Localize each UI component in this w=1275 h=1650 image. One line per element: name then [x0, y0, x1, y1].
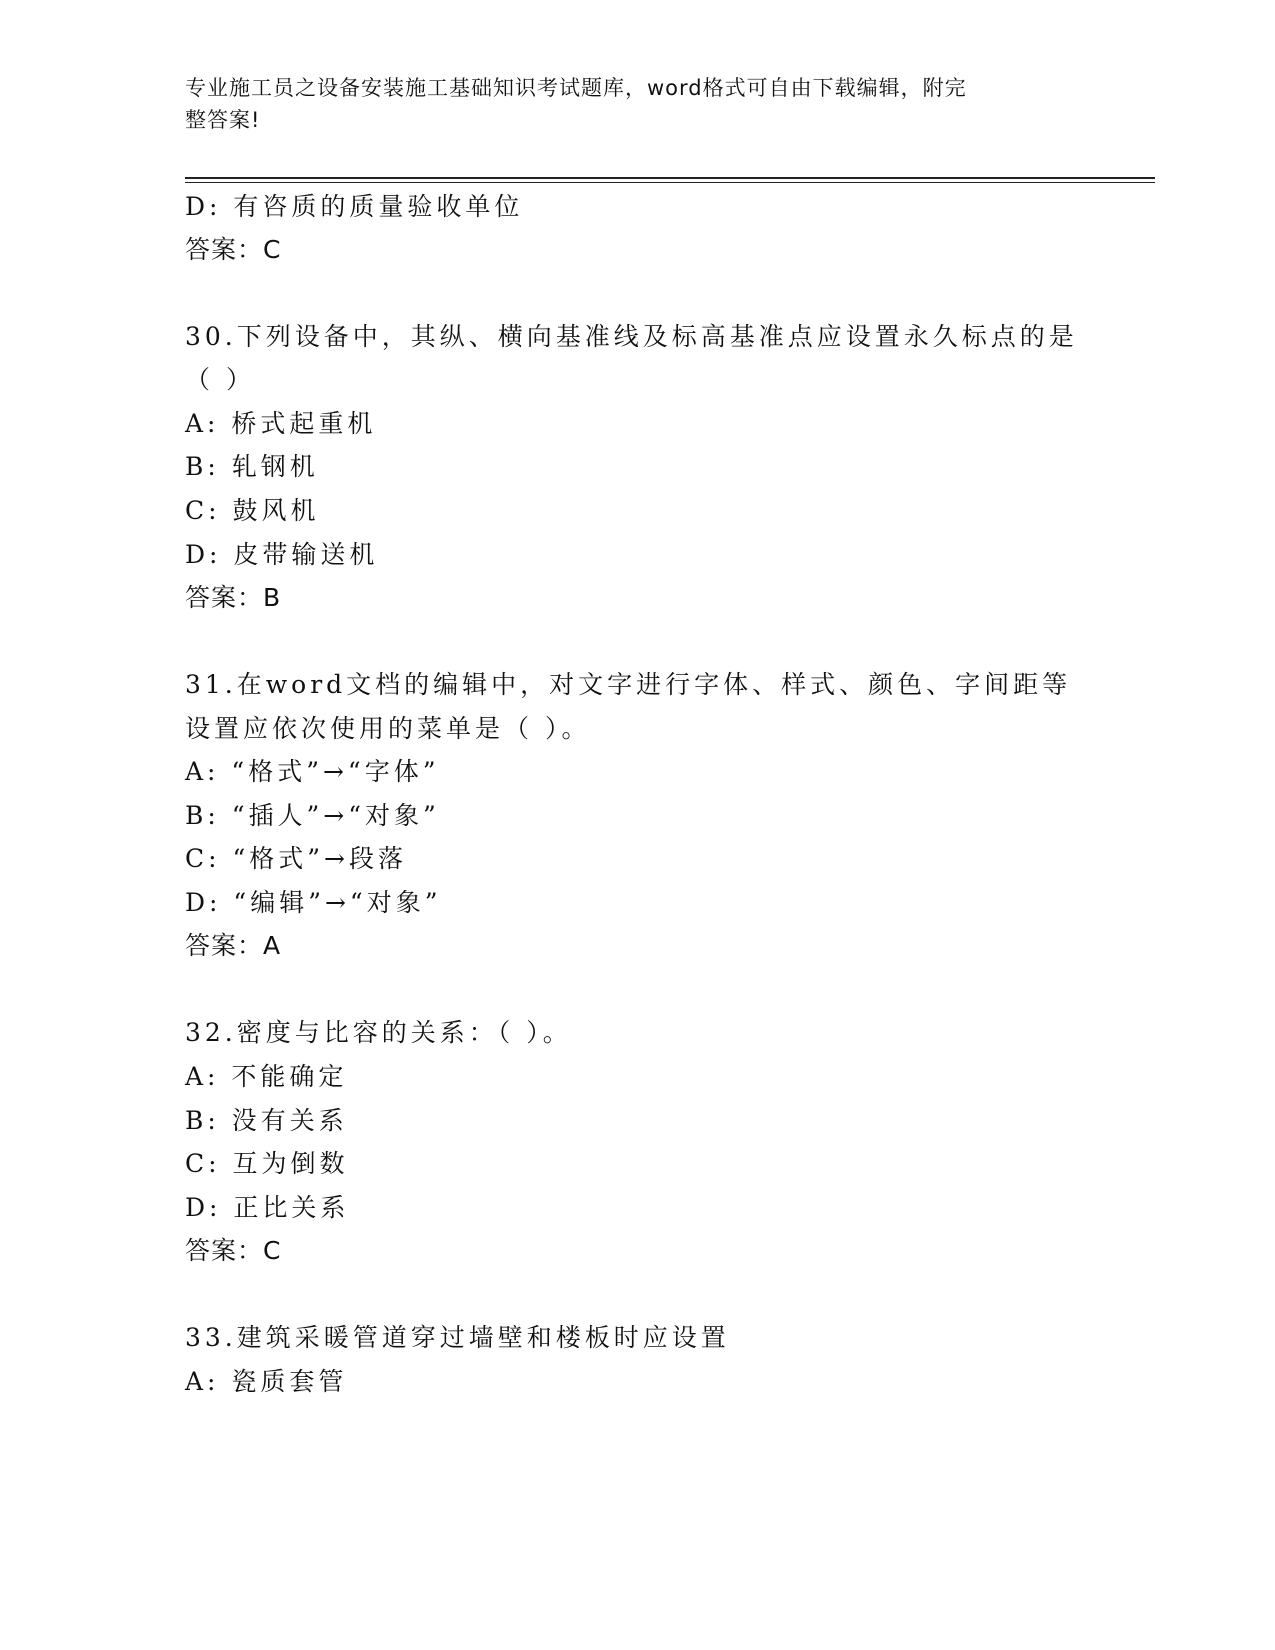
q33-option-a: A: 瓷质套管 — [185, 1367, 348, 1396]
q33-stem-line-1: 33.建筑采暖管道穿过墙壁和楼板时应设置 — [185, 1323, 730, 1352]
q32-option-b: B: 没有关系 — [185, 1106, 348, 1135]
q30-option-a: A: 桥式起重机 — [185, 409, 377, 438]
header-divider-thick — [185, 177, 1155, 179]
q30-option-c: C: 鼓风机 — [185, 496, 320, 525]
q32-answer: 答案：C — [185, 1236, 282, 1265]
q31-option-d: D: “编辑”→“对象” — [185, 888, 442, 917]
q30-stem-line-2: （ ） — [185, 365, 255, 394]
q31-answer: 答案：A — [185, 931, 282, 960]
q30-option-d: D: 皮带输送机 — [185, 540, 379, 569]
prev-answer: 答案：C — [185, 235, 282, 264]
q30-stem-line-1: 30.下列设备中，其纵、横向基准线及标高基准点应设置永久标点的是 — [185, 322, 1078, 351]
prev-option-d: D: 有咨质的质量验收单位 — [185, 192, 524, 221]
q30-option-b: B: 轧钢机 — [185, 452, 319, 481]
q32-option-a: A: 不能确定 — [185, 1062, 348, 1091]
q32-option-c: C: 互为倒数 — [185, 1149, 349, 1178]
q31-stem-line-2: 设置应依次使用的菜单是（ ）。 — [185, 714, 591, 743]
header-title-line-1: 专业施工员之设备安装施工基础知识考试题库，word格式可自由下载编辑，附完 — [185, 76, 967, 100]
header-title-line-2: 整答案! — [185, 108, 261, 132]
q31-stem-line-1: 31.在word文档的编辑中，对文字进行字体、样式、颜色、字间距等 — [185, 670, 1072, 699]
header-divider-thin — [185, 182, 1155, 183]
q31-option-a: A: “格式”→“字体” — [185, 757, 440, 786]
q32-stem-line-1: 32.密度与比容的关系：（ ）。 — [185, 1018, 572, 1047]
q31-option-c: C: “格式”→段落 — [185, 844, 408, 873]
q32-option-d: D: 正比关系 — [185, 1193, 350, 1222]
document-header — [185, 72, 1065, 136]
q31-option-b: B: “插人”→“对象” — [185, 801, 440, 830]
q30-answer: 答案：B — [185, 583, 282, 612]
